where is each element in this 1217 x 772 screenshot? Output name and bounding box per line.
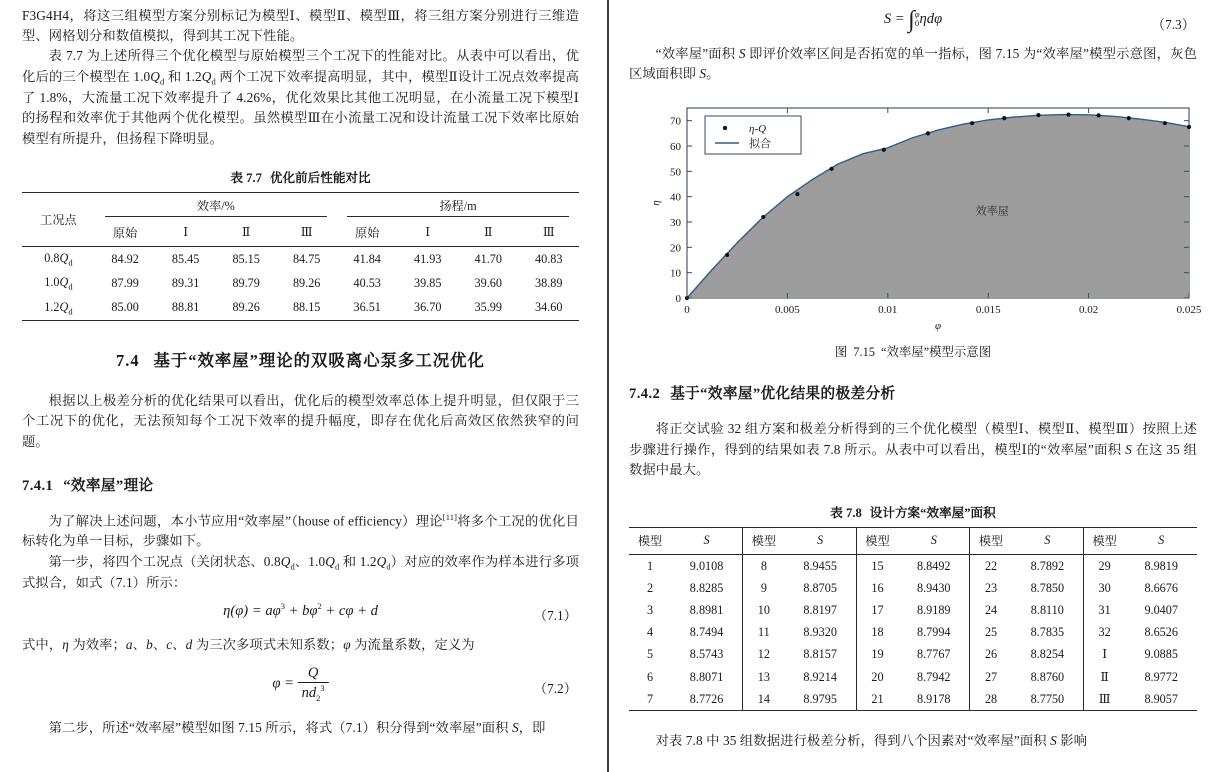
equation-72-number: （7.2） xyxy=(533,680,577,696)
y-tick-label: 30 xyxy=(670,217,681,230)
table-row xyxy=(629,599,1197,621)
table-77-caption xyxy=(22,167,579,186)
cell-area: 8.9819 xyxy=(1144,558,1178,573)
data-point xyxy=(1002,116,1006,120)
cell: 89.26 xyxy=(232,300,260,315)
y-tick-label: 40 xyxy=(670,192,681,205)
section-heading-742 xyxy=(629,382,1197,403)
equation-72: φ = $\frac{Q}{nd_2^3}$ xyxy=(272,664,328,704)
cell: 89.31 xyxy=(171,275,200,290)
x-tick-label: 0.025 xyxy=(1176,304,1202,317)
cell-area: 9.0885 xyxy=(1144,647,1178,662)
cell-area: 8.8197 xyxy=(803,602,837,617)
table-77-sub-0: 原始 xyxy=(112,225,138,240)
cell-model: 23 xyxy=(970,577,1012,599)
cell-model: Ⅲ xyxy=(1083,688,1125,711)
table-row xyxy=(629,666,1197,688)
equation-71: $\eta(\varphi) = a\varphi^3 + b\varphi^2 + c\varphi + d$ xyxy=(223,601,378,620)
cell-model: 9 xyxy=(743,577,785,599)
section-heading-74 xyxy=(22,347,579,371)
cell-area: 8.9795 xyxy=(785,688,857,711)
right-paragraph-1: “效率屋”面积 S 即评价效率区间是否拓宽的单一指标，图 7.15 为“效率屋”模型示意图，灰色区域面积即 S。 xyxy=(629,46,1197,82)
cell-area: 8.6526 xyxy=(1144,625,1178,640)
paragraph-6: 式中，η 为效率；a、b、c、d 为三次多项式未知系数；φ 为流量系数，定义为 xyxy=(22,637,475,653)
cell-model: 2 xyxy=(646,580,654,595)
y-tick-label: 50 xyxy=(670,166,681,179)
x-tick-label: 0 xyxy=(684,304,690,317)
cell-area: 8.9178 xyxy=(898,688,970,711)
cell-model: 28 xyxy=(970,688,1012,711)
table-78-caption xyxy=(629,502,1197,521)
cell: 41.84 xyxy=(353,251,381,266)
data-point xyxy=(761,215,765,219)
th-s-4: S xyxy=(1125,528,1197,555)
cell-area: 8.6676 xyxy=(1144,580,1178,595)
table-row xyxy=(629,644,1197,666)
table-77-subheader-row xyxy=(22,221,579,247)
cell-area: 8.8981 xyxy=(689,602,724,617)
table-77-sub-2: Ⅱ xyxy=(242,224,251,239)
cell: 41.70 xyxy=(474,251,502,266)
cell-model: 25 xyxy=(970,622,1012,644)
figure-715 xyxy=(629,90,1202,340)
legend-marker-icon xyxy=(723,126,727,130)
cell-model: 7 xyxy=(629,688,671,711)
cell: 89.79 xyxy=(232,275,260,290)
cell-model: 3 xyxy=(646,602,654,617)
cell-area: 8.7767 xyxy=(916,647,951,662)
y-tick-label: 60 xyxy=(670,141,681,154)
cell-area: 8.8492 xyxy=(916,558,951,573)
section-742-number: 7.4.2 xyxy=(629,386,661,403)
equation-73: S = ∫ φ 0 ηdφ xyxy=(883,7,943,33)
table-row xyxy=(22,296,579,321)
cell: 36.51 xyxy=(353,300,381,315)
table-77-sub-3: Ⅲ xyxy=(300,224,313,239)
table-77-sub-6: Ⅱ xyxy=(484,224,493,239)
x-tick-label: 0.01 xyxy=(878,304,898,317)
data-point xyxy=(1163,122,1167,126)
data-point xyxy=(926,132,930,136)
cell-area: 8.9057 xyxy=(1125,688,1197,711)
th-s-3: S xyxy=(1012,528,1084,555)
table-78-caption-number: 表 7.8 xyxy=(830,506,862,521)
x-tick-label: 0.015 xyxy=(975,304,1001,317)
y-tick-label: 0 xyxy=(675,293,681,306)
cell-area: 8.7726 xyxy=(671,688,743,711)
data-point xyxy=(1187,125,1191,129)
cell-model: 10 xyxy=(743,599,785,621)
figure-caption-number: 7.15 xyxy=(853,345,875,360)
cell-area: 8.7942 xyxy=(916,669,951,684)
x-tick-label: 0.005 xyxy=(775,304,800,317)
cell: 40.53 xyxy=(353,275,381,290)
table-77-caption-number: 表 7.7 xyxy=(230,170,262,185)
paragraph-1: F3G4H4，将这三组模型方案分别标记为模型Ⅰ、模型Ⅱ、模型Ⅲ，将三组方案分别进行三维造型、网格划分和数值模拟，得到其工况下性能。 xyxy=(22,8,579,44)
data-point xyxy=(725,253,729,257)
table-77-sub-1: Ⅰ xyxy=(183,224,189,239)
cell: 88.15 xyxy=(292,300,321,315)
table-77-header-point: 工况点 xyxy=(22,192,95,246)
cell-area: 8.9772 xyxy=(1144,669,1178,684)
cell: 41.93 xyxy=(413,251,442,266)
equation-71-number: （7.1） xyxy=(533,608,577,624)
cell-model: 30 xyxy=(1083,577,1125,599)
cell-model: 8 xyxy=(743,555,785,578)
cell: 38.89 xyxy=(535,275,563,290)
cell-area: 8.5743 xyxy=(689,647,724,662)
paragraph-3: 根据以上极差分析的优化结果可以看出，优化后的模型效率总体上提升明显，但仅限于三个工况下的优化，无法预知每个工况下效率的提升幅度，即存在优化后高效区依然狭窄的问题。 xyxy=(22,393,579,449)
cell-area: 8.8110 xyxy=(1030,602,1064,617)
cell: 36.70 xyxy=(413,300,442,315)
cell-area: 8.8285 xyxy=(689,580,724,595)
cell: 35.99 xyxy=(474,300,502,315)
equation-71-row xyxy=(22,601,579,629)
cell-model: 19 xyxy=(856,644,898,666)
cell-area: 8.8254 xyxy=(1030,647,1065,662)
table-77-sub-4: 原始 xyxy=(354,225,380,240)
cell: 85.45 xyxy=(171,251,200,266)
cell-model: 21 xyxy=(856,688,898,711)
table-77-group-header-row xyxy=(22,192,579,221)
figure-caption-text: “效率屋”模型示意图 xyxy=(880,345,992,360)
paragraph-7: 第二步，所述“效率屋”模型如图 7.15 所示，将式（7.1）积分得到“效率屋”面积 S，即 xyxy=(48,719,546,735)
figure-caption-label: 图 xyxy=(834,345,848,360)
legend-label-1: 拟合 xyxy=(749,138,771,151)
cell-model: 26 xyxy=(970,644,1012,666)
cell: 34.60 xyxy=(535,300,563,315)
table-77-sub-7: Ⅲ xyxy=(542,224,555,239)
section-742-title: 基于“效率屋”优化结果的极差分析 xyxy=(670,386,896,403)
cell: 39.60 xyxy=(474,275,502,290)
paragraph-4: 为了解决上述问题，本小节应用“效率屋”（house of efficiency）理论[11]将多个工况的优化目标转化为单一目标，步骤如下。 xyxy=(22,511,579,549)
th-s-2: S xyxy=(898,528,970,555)
cell: 85.00 xyxy=(111,300,139,315)
table-77-group-efficiency: 效率/% xyxy=(95,192,337,221)
table-77 xyxy=(22,192,579,321)
table-77-point-1: $1.0Q_d$ xyxy=(44,275,73,292)
section-741-title: “效率屋”理论 xyxy=(63,477,154,494)
table-78-header-row xyxy=(629,528,1197,555)
equation-73-number: （7.3） xyxy=(1151,17,1195,32)
cell-area: 9.0108 xyxy=(689,558,724,573)
cell-area: 8.7994 xyxy=(916,625,951,640)
table-78-caption-text: 设计方案“效率屋”面积 xyxy=(869,506,996,521)
th-s-0: S xyxy=(671,528,743,555)
paragraph-2: 表 7.7 为上述所得三个优化模型与原始模型三个工况下的性能对比。从表中可以看出，优化后的三个模型在 $1.0Q_d$ 和 $1.2Q_d$ 两个工况下效率提高明显，其中，模型Ⅱ设计工况点效率提高了 1.8%，大流量工况下效率提升了 4.26%，优化效果比其他工况明显，在小流量工况下模型Ⅰ的扬程和效率优于其他两个优化模型。虽然模型Ⅲ在小流量工况和设计流量工况下效率比原始模型有所提升，但扬程下降明显。 xyxy=(22,48,579,146)
data-point xyxy=(1097,114,1101,118)
section-74-number: 7.4 xyxy=(116,351,140,371)
th-model-4: 模型 xyxy=(1083,528,1125,555)
cell-area: 8.7750 xyxy=(1012,688,1084,711)
cell-area: 8.8157 xyxy=(803,647,837,662)
table-row xyxy=(22,271,579,295)
cell-model: 29 xyxy=(1083,555,1125,578)
th-s-1: S xyxy=(785,528,857,555)
cell-model: 5 xyxy=(646,647,654,662)
cell-model: Ⅱ xyxy=(1083,666,1125,688)
right-paragraph-2: 将正交试验 32 组方案和极差分析得到的三个优化模型（模型Ⅰ、模型Ⅱ、模型Ⅲ）按照上述步骤进行操作，得到的结果如表 7.8 所示。从表中可以看出，模型Ⅰ的“效率屋”面积 S 在这 35 组数据中最大。 xyxy=(629,421,1197,477)
cell-area: 8.7835 xyxy=(1030,625,1065,640)
cell-model: 22 xyxy=(970,555,1012,578)
cell: 85.15 xyxy=(232,251,260,266)
cell-model: 6 xyxy=(646,669,654,684)
table-row xyxy=(629,622,1197,644)
cell-model: Ⅰ xyxy=(1083,644,1125,666)
cell-model: 16 xyxy=(856,577,898,599)
table-77-point-0: $0.8Q_d$ xyxy=(44,250,73,268)
y-tick-label: 10 xyxy=(670,268,681,281)
data-point xyxy=(829,167,833,171)
table-77-sub-5: Ⅰ xyxy=(425,224,431,239)
data-point xyxy=(882,148,886,152)
cell-model: 31 xyxy=(1083,599,1125,621)
cell-model: 18 xyxy=(856,622,898,644)
equation-72-row xyxy=(22,664,579,712)
cell: 87.99 xyxy=(111,275,139,290)
cell-area: 8.8071 xyxy=(689,669,724,684)
table-row xyxy=(629,555,1197,578)
x-tick-label: 0.02 xyxy=(1078,304,1099,317)
cell-model: 14 xyxy=(743,688,785,711)
cell: 88.81 xyxy=(171,300,200,315)
data-point xyxy=(1127,116,1131,120)
cell-area: 8.7850 xyxy=(1030,580,1065,595)
cell-model: 11 xyxy=(743,622,785,644)
cell-model: 13 xyxy=(743,666,785,688)
cell-model: 27 xyxy=(970,666,1012,688)
th-model-0: 模型 xyxy=(629,528,671,555)
cell-model: 20 xyxy=(856,666,898,688)
y-tick-label: 20 xyxy=(670,242,681,255)
y-tick-label: 70 xyxy=(670,116,681,129)
cell-area: 8.8705 xyxy=(803,580,837,595)
equation-73-row xyxy=(629,7,1197,38)
cell-area: 8.9455 xyxy=(803,558,837,573)
cell-model: 12 xyxy=(743,644,785,666)
cell-model: 1 xyxy=(646,558,654,573)
data-point xyxy=(970,122,974,126)
right-paragraph-3: 对表 7.8 中 35 组数据进行极差分析，得到八个因素对“效率屋”面积 S 影响 xyxy=(655,733,1088,749)
x-axis-label: φ xyxy=(934,320,942,333)
cell: 39.85 xyxy=(413,275,442,290)
cell-model: 24 xyxy=(970,599,1012,621)
table-77-point-2: $1.2Q_d$ xyxy=(44,299,73,317)
section-74-title: 基于“效率屋”理论的双吸离心泵多工况优化 xyxy=(153,351,485,371)
cell-area: 8.8760 xyxy=(1030,669,1065,684)
section-heading-741 xyxy=(22,474,579,495)
data-point xyxy=(795,192,799,196)
figure-715-caption xyxy=(629,342,1197,360)
cell-area: 8.9189 xyxy=(916,602,951,617)
right-column xyxy=(609,0,1217,752)
y-axis-label: η xyxy=(650,200,662,207)
cell-area: 8.9214 xyxy=(803,669,837,684)
section-741-number: 7.4.1 xyxy=(22,477,54,494)
th-model-2: 模型 xyxy=(856,528,898,555)
table-row xyxy=(629,688,1197,711)
cell-area: 8.7892 xyxy=(1030,558,1065,573)
cell-model: 17 xyxy=(856,599,898,621)
table-78 xyxy=(629,527,1197,711)
table-77-caption-text: 优化前后性能对比 xyxy=(269,170,371,185)
cell-area: 8.9430 xyxy=(916,580,951,595)
cell: 84.75 xyxy=(292,251,321,266)
cell-model: 32 xyxy=(1083,622,1125,644)
cell-model: 15 xyxy=(856,555,898,578)
cell: 89.26 xyxy=(292,275,321,290)
th-model-1: 模型 xyxy=(743,528,785,555)
table-77-group-head: 扬程/m xyxy=(337,192,579,221)
paragraph-5: 第一步，将四个工况点（关闭状态、$0.8Q_d$、$1.0Q_d$ 和 $1.2Q_d$）对应的效率作为样本进行多项式拟合，如式（7.1）所示： xyxy=(22,553,579,591)
data-point xyxy=(1036,113,1040,117)
th-model-3: 模型 xyxy=(970,528,1012,555)
chart-legend xyxy=(705,116,801,154)
cell-area: 9.0407 xyxy=(1144,602,1178,617)
cell-area: 8.7494 xyxy=(689,625,724,640)
table-row xyxy=(22,246,579,271)
cell-area: 8.9320 xyxy=(803,625,837,640)
efficiency-house-chart xyxy=(643,90,1211,340)
chart-annotation: 效率屋 xyxy=(975,205,1009,218)
cell: 40.83 xyxy=(535,251,563,266)
cell-model: 4 xyxy=(646,625,654,640)
table-row xyxy=(629,577,1197,599)
legend-label-0: η-Q xyxy=(749,123,767,136)
cell: 84.92 xyxy=(111,251,139,266)
left-column xyxy=(0,0,607,738)
data-point xyxy=(1066,113,1070,117)
